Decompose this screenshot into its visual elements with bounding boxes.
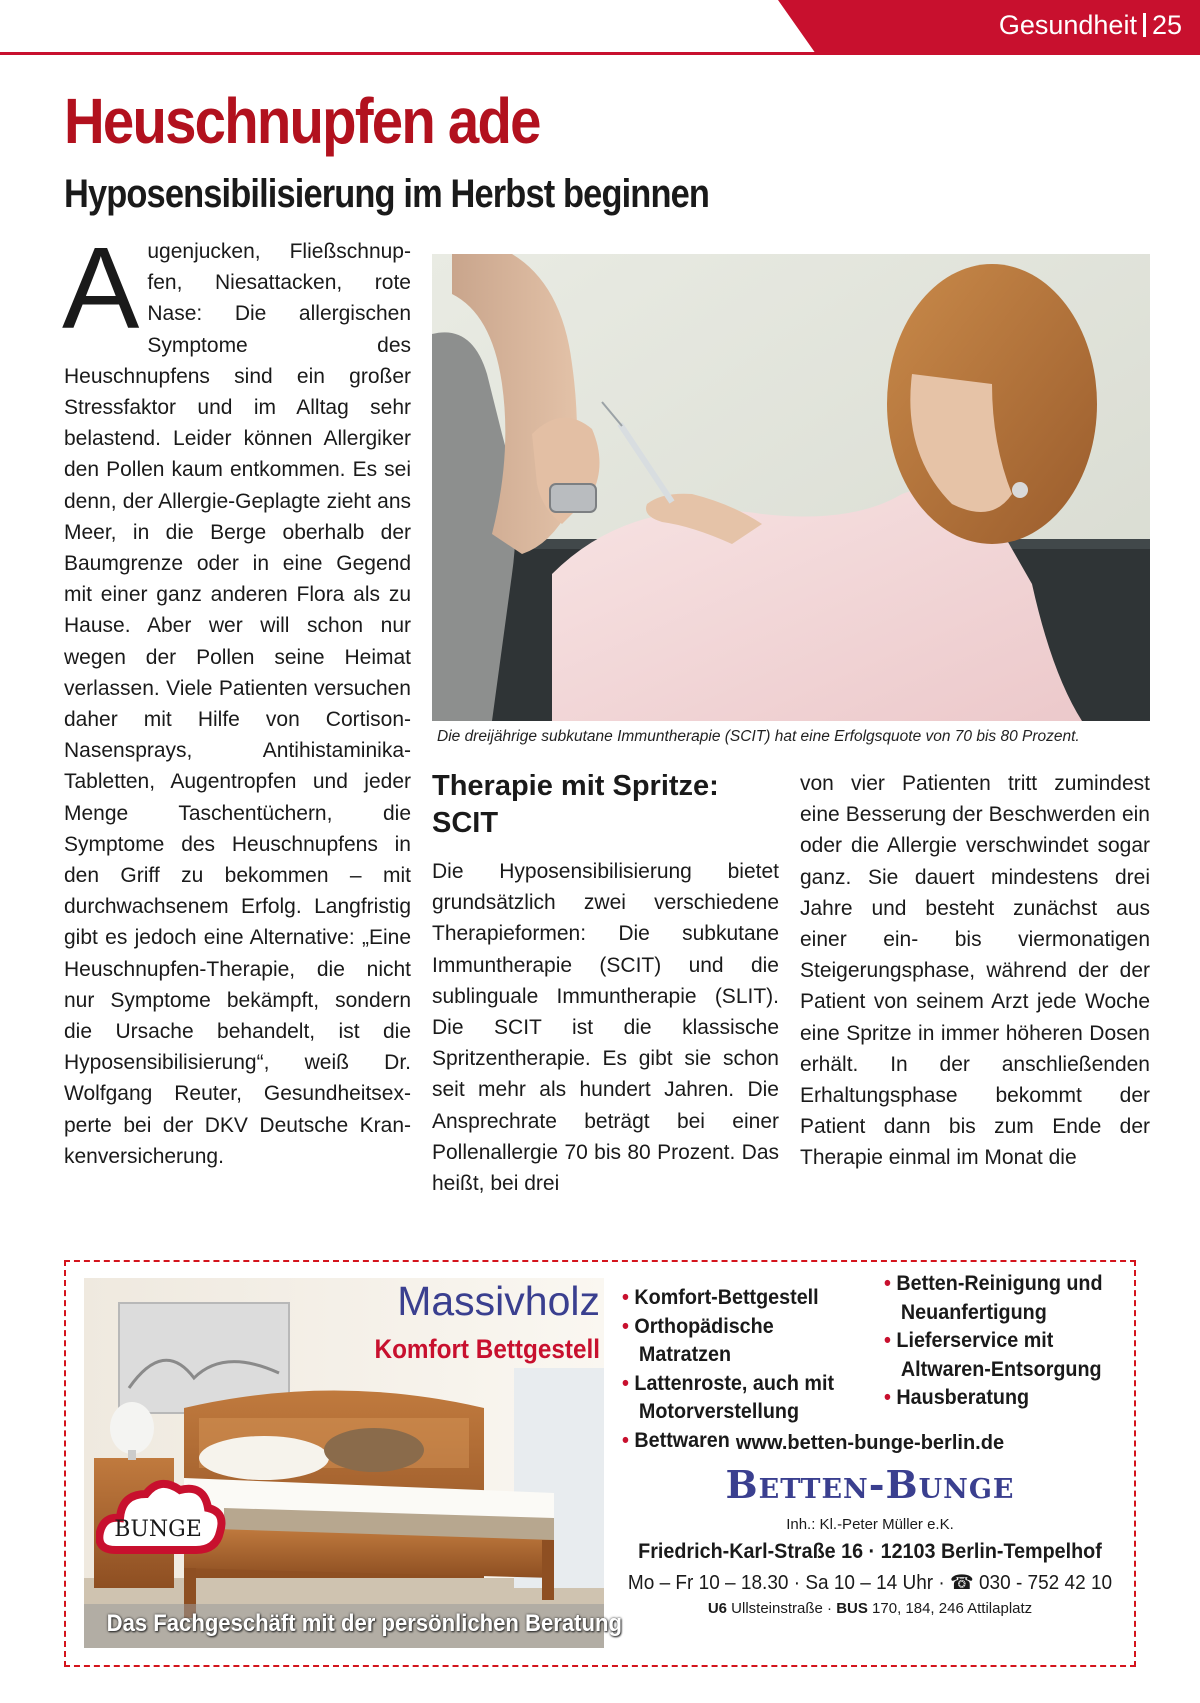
logo-text: BUNGE	[114, 1517, 202, 1542]
ad-address: Friedrich-Karl-Straße 16 · 12103 Berlin-Tempelhof	[638, 1540, 1102, 1563]
ad-owner: Inh.: Kl.-Peter Müller e.K.	[786, 1516, 954, 1533]
photo-caption: Die dreijährige subkutane Immuntherapie (SCIT) hat eine Erfolgsquote von 70 bis 80 Prozent.	[437, 728, 1080, 745]
ad-subheadline: Komfort Bettgestell	[374, 1334, 600, 1364]
section-label: Gesundheit	[998, 10, 1137, 40]
article-title: Heuschnupfen ade	[64, 85, 540, 157]
bullet-icon: •	[884, 1329, 897, 1352]
bullet-icon: •	[622, 1314, 635, 1338]
page-number: 25	[1151, 10, 1182, 40]
ad-brand-name: Betten-Bunge	[725, 1462, 1015, 1507]
list-item: • Komfort-Bettgestell	[622, 1286, 819, 1309]
bullet-icon: •	[622, 1371, 635, 1395]
section-column-3: von vier Patienten tritt zumindest eine Besserung der Beschwerden ein oder die Allergie verschwindet sogar ganz. Sie dauert mindestens drei Jahre und besteht zunächst aus einer ein- bis viermonatigen Steigerungsphase, während der der Patient von seinem Arzt jede Woche eine Spritze in immer höheren Dosen erhält. In der anschließenden Erhaltungsphase bekommt der Patient dann bis zum Ende der Therapie einmal im Monat die	[800, 772, 1150, 1170]
bus-label: BUS	[836, 1600, 868, 1617]
list-item: • Hausberatung	[884, 1386, 1030, 1409]
bus-stop: 170, 184, 246 Attilaplatz	[872, 1600, 1033, 1617]
section-heading: Therapie mit Spritze: SCIT	[432, 770, 719, 839]
ad-feature-list-right	[884, 1270, 1110, 1420]
ad-headline: Massivholz	[397, 1278, 600, 1324]
page-header	[870, 10, 1182, 46]
intro-text: ugenjucken, Fließschnupfen, Niesattacken, rote Nase: Die allergischen Symptome des Heuschnupfens sind ein großer Stressfaktor und im Alltag sehr belastend. Leider können Allergiker den Pollen kaum entkommen. Es sei denn, der Allergie-Geplagte zieht ans Meer, in die Berge oberhalb der Baumgrenze oder in eine Gegend mit einer ganz anderen Flora als zu Hause. Aber wer will schon nur wegen der Pollen seine Heimat verlassen. Viele Patienten versuchen daher mit Hilfe von Cortison-Nasensprays, Antihistaminika-Tabletten, Augentropfen und jeder Menge Taschentüchern, die Symptome des Heuschnupfens in den Griff zu bekommen – mit durchwachsenem Erfolg. Langfristig gibt es jedoch eine Alternative: „Eine Heuschnupfen-Therapie, die nicht nur Symptome bekämpft, sondern die Ursache behandelt, ist die Hyposensibilisierung“, weiß Dr. Wolfgang Reuter, Gesundheitsexperte bei der DKV Deutsche Krankenversicherung.	[64, 240, 411, 1168]
u6-stop: Ullsteinstraße ·	[731, 1600, 833, 1617]
bunge-logo-cloud-icon	[96, 1470, 226, 1570]
list-item: • Betten-Reinigung und Neuanfertigung	[884, 1272, 1103, 1324]
u6-label: U6	[707, 1600, 727, 1617]
bunge-logo	[96, 1470, 226, 1570]
drop-cap: A	[62, 223, 140, 353]
ad-website-link[interactable]: www.betten-bunge-berlin.de	[735, 1432, 1005, 1454]
article-photo	[432, 254, 1150, 721]
bullet-icon: •	[884, 1386, 897, 1409]
bullet-icon: •	[622, 1286, 635, 1309]
list-item: • Bettwaren	[622, 1428, 730, 1452]
intro-column	[62, 223, 411, 1226]
ad-transit-info	[620, 1600, 1120, 1626]
list-item: • Lieferservice mit Altwaren-Entsorgung	[884, 1329, 1102, 1381]
section-text-1: Die Hyposensibilisierung bietet grundsätzlich zwei verschiedene Therapieformen: Die subkutane Immuntherapie (SCIT) und die sublinguale Immuntherapie (SLIT). Die SCIT ist die klassische Spritzentherapie. Es gibt sie schon seit mehr als hundert Jahren. Die Ansprechrate beträgt bei einer Pollenallergie 70 bis 80 Prozent. Das heißt, bei drei	[432, 860, 779, 1196]
list-item: • Orthopädische Matratzen	[622, 1314, 774, 1366]
bullet-icon: •	[622, 1428, 635, 1452]
ad-opening-hours: Mo – Fr 10 – 18.30 · Sa 10 – 14 Uhr · ☎ 030 - 752 42 10	[627, 1572, 1113, 1594]
article-subtitle: Hyposensibilisierung im Herbst beginnen	[64, 172, 710, 216]
section-column-2	[432, 768, 779, 1228]
bullet-icon: •	[884, 1272, 897, 1295]
list-item: • Lattenroste, auch mit Motorverstellung	[622, 1371, 835, 1423]
injection-photo-illustration	[432, 254, 1150, 721]
header-divider	[1143, 13, 1146, 37]
ad-feature-list-left	[622, 1284, 868, 1452]
ad-slogan: Das Fachgeschäft mit der persönlichen Beratung	[106, 1610, 622, 1637]
